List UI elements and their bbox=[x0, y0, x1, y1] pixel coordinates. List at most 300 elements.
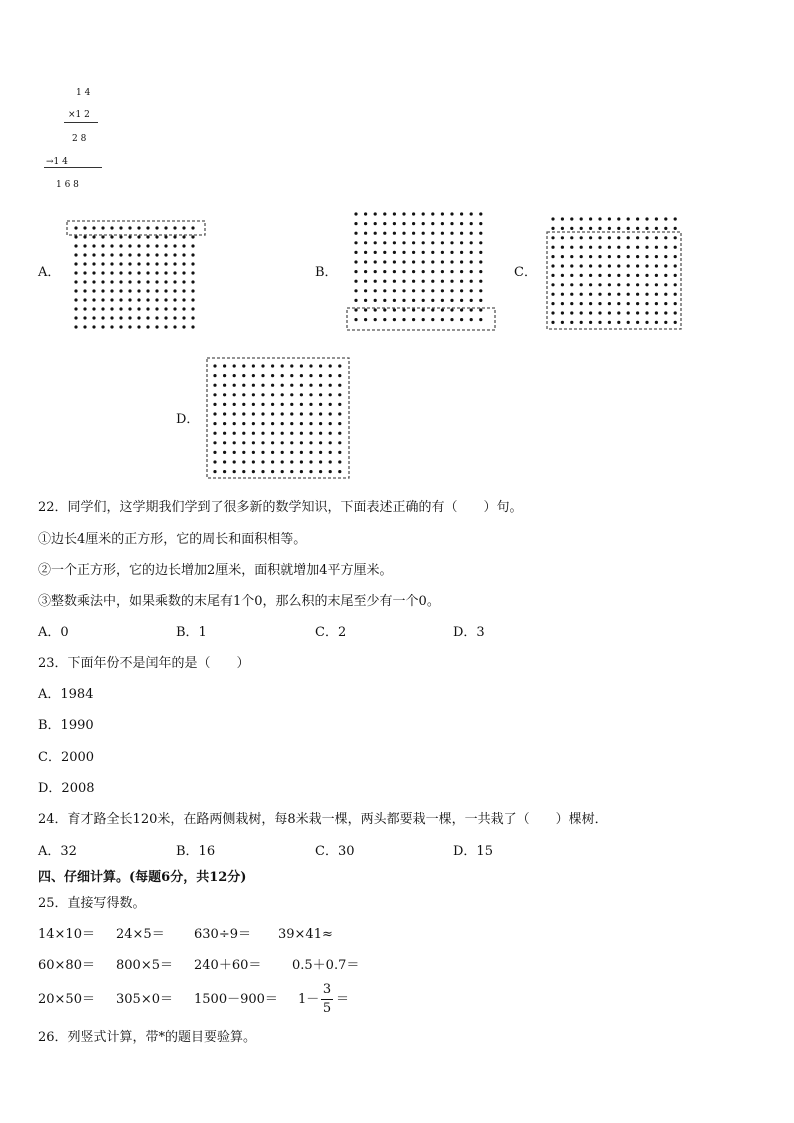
q25-r2-c2: 800×5＝ bbox=[116, 958, 173, 973]
grid-dot bbox=[74, 226, 77, 229]
grid-dot bbox=[338, 460, 341, 463]
grid-dot bbox=[354, 308, 357, 311]
grid-dot bbox=[674, 246, 677, 249]
grid-dot bbox=[422, 212, 425, 215]
grid-dot bbox=[589, 283, 592, 286]
grid-dot bbox=[74, 262, 77, 265]
grid-dot bbox=[479, 299, 482, 302]
grid-dot bbox=[354, 241, 357, 244]
grid-dot bbox=[164, 298, 167, 301]
q22-option-d[interactable]: D．3 bbox=[453, 625, 485, 640]
q25-r2-c1: 60×80＝ bbox=[38, 958, 95, 973]
grid-dot bbox=[561, 274, 564, 277]
q26-stem: 26．列竖式计算，带*的题目要验算。 bbox=[38, 1030, 257, 1045]
grid-dot bbox=[191, 280, 194, 283]
grid-dot bbox=[119, 298, 122, 301]
grid-dot bbox=[242, 460, 245, 463]
grid-dot bbox=[101, 289, 104, 292]
grid-dot bbox=[383, 241, 386, 244]
grid-dot bbox=[664, 264, 667, 267]
grid-dot bbox=[173, 316, 176, 319]
grid-dot bbox=[110, 325, 113, 328]
grid-dot bbox=[412, 222, 415, 225]
grid-dot bbox=[364, 222, 367, 225]
grid-dot bbox=[580, 255, 583, 258]
option-d-label[interactable]: D． bbox=[176, 412, 200, 427]
grid-dot bbox=[460, 212, 463, 215]
grid-dot bbox=[110, 235, 113, 238]
grid-dot bbox=[101, 235, 104, 238]
grid-dot bbox=[119, 289, 122, 292]
grid-dot bbox=[137, 235, 140, 238]
grid-dot bbox=[598, 293, 601, 296]
grid-dot bbox=[580, 246, 583, 249]
grid-dot bbox=[191, 226, 194, 229]
grid-dot bbox=[155, 235, 158, 238]
grid-dot bbox=[137, 280, 140, 283]
grid-dot bbox=[441, 251, 444, 254]
grid-dot bbox=[402, 280, 405, 283]
grid-dot bbox=[252, 393, 255, 396]
grid-dot bbox=[242, 364, 245, 367]
grid-dot bbox=[233, 451, 236, 454]
grid-dot bbox=[374, 241, 377, 244]
grid-dot bbox=[580, 293, 583, 296]
grid-dot bbox=[74, 244, 77, 247]
grid-dot bbox=[182, 253, 185, 256]
grid-dot bbox=[146, 271, 149, 274]
section-4-heading: 四、仔细计算。(每题6分，共12分) bbox=[38, 870, 247, 885]
q23-option-a[interactable]: A．1984 bbox=[38, 687, 94, 702]
grid-dot bbox=[479, 222, 482, 225]
option-c-dot-grid[interactable] bbox=[545, 213, 683, 332]
grid-dot bbox=[319, 470, 322, 473]
grid-dot bbox=[617, 227, 620, 230]
grid-dot bbox=[617, 274, 620, 277]
grid-dot bbox=[570, 302, 573, 305]
q24-option-c[interactable]: C．30 bbox=[315, 844, 355, 859]
grid-dot bbox=[309, 412, 312, 415]
grid-dot bbox=[101, 325, 104, 328]
grid-dot bbox=[146, 316, 149, 319]
grid-dot bbox=[74, 280, 77, 283]
grid-dot bbox=[213, 374, 216, 377]
grid-dot bbox=[645, 246, 648, 249]
grid-dot bbox=[223, 374, 226, 377]
grid-dot bbox=[281, 403, 284, 406]
grid-dot bbox=[608, 236, 611, 239]
grid-dot bbox=[155, 316, 158, 319]
grid-dot bbox=[252, 432, 255, 435]
q22-option-c[interactable]: C．2 bbox=[315, 625, 347, 640]
grid-dot bbox=[319, 412, 322, 415]
grid-dot bbox=[319, 432, 322, 435]
grid-dot bbox=[383, 212, 386, 215]
grid-dot bbox=[460, 241, 463, 244]
grid-dot bbox=[450, 260, 453, 263]
grid-dot bbox=[383, 308, 386, 311]
grid-dot bbox=[608, 311, 611, 314]
grid-dot bbox=[252, 403, 255, 406]
grid-dot bbox=[441, 222, 444, 225]
grid-dot bbox=[479, 270, 482, 273]
grid-dot bbox=[74, 316, 77, 319]
grid-dot bbox=[598, 217, 601, 220]
grid-dot bbox=[223, 451, 226, 454]
grid-dot bbox=[233, 403, 236, 406]
grid-dot bbox=[354, 280, 357, 283]
grid-dot bbox=[402, 289, 405, 292]
grid-dot bbox=[271, 470, 274, 473]
grid-dot bbox=[664, 293, 667, 296]
grid-dot bbox=[589, 246, 592, 249]
grid-dot bbox=[364, 280, 367, 283]
grid-dot bbox=[83, 316, 86, 319]
grid-dot bbox=[137, 244, 140, 247]
grid-dot bbox=[561, 255, 564, 258]
grid-dot bbox=[319, 374, 322, 377]
grid-dot bbox=[252, 460, 255, 463]
q22-statement-2: ②一个正方形，它的边长增加2厘米，面积就增加4平方厘米。 bbox=[38, 563, 393, 578]
grid-dot bbox=[128, 226, 131, 229]
grid-dot bbox=[364, 289, 367, 292]
q25-r3-c3: 1500－900＝ bbox=[194, 992, 278, 1007]
grid-dot bbox=[450, 308, 453, 311]
grid-dot bbox=[213, 422, 216, 425]
grid-dot bbox=[191, 289, 194, 292]
grid-dot bbox=[674, 274, 677, 277]
grid-dot bbox=[383, 232, 386, 235]
grid-dot bbox=[580, 311, 583, 314]
grid-dot bbox=[281, 422, 284, 425]
grid-dot bbox=[589, 236, 592, 239]
grid-dot bbox=[300, 432, 303, 435]
option-a-dot-grid[interactable] bbox=[66, 220, 208, 334]
grid-dot bbox=[281, 364, 284, 367]
grid-dot bbox=[300, 451, 303, 454]
grid-dot bbox=[338, 432, 341, 435]
grid-dot bbox=[627, 227, 630, 230]
fraction-suffix: ＝ bbox=[336, 992, 350, 1007]
grid-dot bbox=[137, 262, 140, 265]
grid-dot bbox=[561, 264, 564, 267]
q24-option-a[interactable]: A．32 bbox=[38, 844, 77, 859]
grid-dot bbox=[92, 316, 95, 319]
grid-dot bbox=[92, 307, 95, 310]
grid-dot bbox=[570, 283, 573, 286]
grid-dot bbox=[364, 270, 367, 273]
grid-dot bbox=[300, 393, 303, 396]
grid-dot bbox=[155, 325, 158, 328]
grid-dot bbox=[173, 307, 176, 310]
grid-dot bbox=[608, 302, 611, 305]
grid-dot bbox=[223, 412, 226, 415]
grid-dot bbox=[627, 246, 630, 249]
grid-dot bbox=[460, 251, 463, 254]
grid-dot bbox=[271, 412, 274, 415]
grid-dot bbox=[319, 393, 322, 396]
grid-dot bbox=[213, 384, 216, 387]
grid-dot bbox=[92, 226, 95, 229]
q23-option-d[interactable]: D．2008 bbox=[38, 781, 95, 796]
grid-dot bbox=[364, 299, 367, 302]
grid-dot bbox=[393, 241, 396, 244]
grid-dot bbox=[617, 236, 620, 239]
grid-dot bbox=[374, 260, 377, 263]
grid-dot bbox=[164, 262, 167, 265]
grid-dot bbox=[374, 251, 377, 254]
grid-dot bbox=[580, 236, 583, 239]
grid-dot bbox=[83, 253, 86, 256]
grid-dot bbox=[431, 241, 434, 244]
grid-dot bbox=[223, 460, 226, 463]
fraction-denominator: 5 bbox=[322, 1001, 332, 1016]
grid-dot bbox=[674, 321, 677, 324]
grid-dot bbox=[319, 441, 322, 444]
grid-dot bbox=[655, 227, 658, 230]
grid-dot bbox=[580, 321, 583, 324]
grid-dot bbox=[479, 318, 482, 321]
grid-dot bbox=[393, 270, 396, 273]
grid-dot bbox=[636, 246, 639, 249]
grid-dot bbox=[551, 264, 554, 267]
grid-dot bbox=[319, 403, 322, 406]
grid-dot bbox=[281, 412, 284, 415]
grid-dot bbox=[101, 226, 104, 229]
grid-dot bbox=[290, 460, 293, 463]
grid-dot bbox=[636, 283, 639, 286]
grid-dot bbox=[412, 270, 415, 273]
grid-dot bbox=[252, 384, 255, 387]
grid-dot bbox=[470, 241, 473, 244]
grid-dot bbox=[128, 271, 131, 274]
grid-dot bbox=[627, 293, 630, 296]
grid-dot bbox=[551, 283, 554, 286]
grid-dot bbox=[580, 227, 583, 230]
grid-dot bbox=[354, 260, 357, 263]
grid-dot bbox=[213, 432, 216, 435]
grid-dot bbox=[374, 299, 377, 302]
grid-dot bbox=[589, 264, 592, 267]
grid-dot bbox=[374, 222, 377, 225]
grid-dot bbox=[173, 280, 176, 283]
grid-dot bbox=[431, 308, 434, 311]
grid-dot bbox=[101, 280, 104, 283]
q23-option-c[interactable]: C．2000 bbox=[38, 750, 95, 765]
grid-dot bbox=[383, 299, 386, 302]
grid-dot bbox=[173, 226, 176, 229]
grid-dot bbox=[110, 280, 113, 283]
q24-option-d[interactable]: D．15 bbox=[453, 844, 493, 859]
grid-dot bbox=[261, 460, 264, 463]
grid-dot bbox=[128, 244, 131, 247]
grid-dot bbox=[74, 325, 77, 328]
grid-dot bbox=[479, 289, 482, 292]
grid-dot bbox=[164, 226, 167, 229]
grid-dot bbox=[137, 271, 140, 274]
option-c-label[interactable]: C． bbox=[514, 265, 537, 280]
calc-row-3: 2 8 bbox=[72, 134, 87, 144]
option-b-dot-grid[interactable] bbox=[344, 208, 498, 334]
grid-dot bbox=[354, 318, 357, 321]
grid-dot bbox=[431, 270, 434, 273]
grid-dot bbox=[598, 255, 601, 258]
q22-option-b[interactable]: B．1 bbox=[176, 625, 207, 640]
grid-dot bbox=[281, 470, 284, 473]
grid-dot bbox=[146, 253, 149, 256]
grid-dot bbox=[83, 271, 86, 274]
grid-dot bbox=[645, 255, 648, 258]
grid-dot bbox=[223, 441, 226, 444]
grid-dot bbox=[674, 217, 677, 220]
grid-dot bbox=[645, 227, 648, 230]
grid-dot bbox=[319, 451, 322, 454]
grid-dot bbox=[627, 217, 630, 220]
grid-dot bbox=[393, 299, 396, 302]
grid-dot bbox=[213, 412, 216, 415]
grid-dot bbox=[300, 412, 303, 415]
grid-dot bbox=[110, 271, 113, 274]
grid-dot bbox=[589, 227, 592, 230]
grid-dot bbox=[92, 289, 95, 292]
grid-dot bbox=[422, 260, 425, 263]
grid-dot bbox=[300, 460, 303, 463]
q22-option-a[interactable]: A．0 bbox=[38, 625, 69, 640]
q25-r1-c3: 630÷9＝ bbox=[194, 927, 251, 942]
grid-dot bbox=[627, 302, 630, 305]
grid-dot bbox=[441, 280, 444, 283]
grid-dot bbox=[119, 253, 122, 256]
grid-dot bbox=[645, 236, 648, 239]
grid-dot bbox=[412, 289, 415, 292]
fraction-numerator: 3 bbox=[322, 982, 332, 997]
grid-dot bbox=[580, 264, 583, 267]
grid-dot bbox=[329, 470, 332, 473]
grid-dot bbox=[431, 299, 434, 302]
grid-dot bbox=[364, 260, 367, 263]
grid-dot bbox=[551, 255, 554, 258]
grid-dot bbox=[182, 316, 185, 319]
grid-dot bbox=[431, 260, 434, 263]
grid-dot bbox=[580, 283, 583, 286]
grid-dot bbox=[570, 264, 573, 267]
grid-dot bbox=[281, 441, 284, 444]
grid-dot bbox=[290, 384, 293, 387]
grid-dot bbox=[402, 270, 405, 273]
grid-dot bbox=[261, 441, 264, 444]
grid-dot bbox=[354, 251, 357, 254]
grid-dot bbox=[561, 283, 564, 286]
grid-dot bbox=[674, 255, 677, 258]
grid-dot bbox=[627, 274, 630, 277]
grid-dot bbox=[182, 280, 185, 283]
grid-dot bbox=[608, 255, 611, 258]
grid-dot bbox=[309, 470, 312, 473]
grid-dot bbox=[589, 217, 592, 220]
grid-dot bbox=[402, 251, 405, 254]
grid-dot bbox=[290, 470, 293, 473]
grid-dot bbox=[383, 318, 386, 321]
grid-dot bbox=[128, 325, 131, 328]
grid-dot bbox=[74, 253, 77, 256]
grid-dot bbox=[664, 227, 667, 230]
grid-dot bbox=[309, 441, 312, 444]
grid-dot bbox=[213, 460, 216, 463]
grid-dot bbox=[551, 246, 554, 249]
grid-dot bbox=[450, 241, 453, 244]
grid-dot bbox=[412, 232, 415, 235]
grid-dot bbox=[290, 441, 293, 444]
grid-dot bbox=[364, 318, 367, 321]
grid-dot bbox=[281, 460, 284, 463]
grid-dot bbox=[242, 384, 245, 387]
grid-dot bbox=[441, 241, 444, 244]
grid-dot bbox=[580, 217, 583, 220]
grid-dot bbox=[173, 298, 176, 301]
grid-dot bbox=[261, 422, 264, 425]
grid-dot bbox=[551, 302, 554, 305]
q23-stem: 23．下面年份不是闰年的是（ ） bbox=[38, 656, 250, 671]
grid-dot bbox=[119, 271, 122, 274]
grid-dot bbox=[655, 293, 658, 296]
option-d-dot-grid[interactable] bbox=[205, 356, 351, 480]
grid-dot bbox=[431, 212, 434, 215]
grid-dot bbox=[309, 384, 312, 387]
grid-dot bbox=[182, 325, 185, 328]
grid-dot bbox=[374, 270, 377, 273]
grid-dot bbox=[233, 412, 236, 415]
option-b-label[interactable]: B． bbox=[315, 265, 338, 280]
grid-dot bbox=[655, 264, 658, 267]
grid-dot bbox=[338, 384, 341, 387]
grid-dot bbox=[561, 293, 564, 296]
grid-dot bbox=[431, 318, 434, 321]
grid-dot bbox=[155, 262, 158, 265]
option-a-label[interactable]: A． bbox=[38, 265, 61, 280]
grid-dot bbox=[402, 241, 405, 244]
grid-dot bbox=[431, 222, 434, 225]
grid-dot bbox=[101, 316, 104, 319]
grid-dot bbox=[598, 274, 601, 277]
grid-dot bbox=[223, 432, 226, 435]
grid-dot bbox=[422, 308, 425, 311]
q24-option-b[interactable]: B．16 bbox=[176, 844, 216, 859]
grid-dot bbox=[261, 393, 264, 396]
grid-dot bbox=[83, 325, 86, 328]
grid-dot bbox=[119, 325, 122, 328]
q23-option-b[interactable]: B．1990 bbox=[38, 718, 94, 733]
grid-dot bbox=[146, 244, 149, 247]
grid-dot bbox=[173, 262, 176, 265]
grid-dot bbox=[460, 270, 463, 273]
grid-dot bbox=[645, 293, 648, 296]
grid-dot bbox=[570, 293, 573, 296]
grid-dot bbox=[664, 246, 667, 249]
grid-dot bbox=[460, 222, 463, 225]
grid-dot bbox=[589, 255, 592, 258]
q22-statement-3: ③整数乘法中，如果乘数的末尾有1个0，那么积的末尾至少有一个0。 bbox=[38, 594, 440, 609]
grid-dot bbox=[598, 283, 601, 286]
grid-dot bbox=[233, 470, 236, 473]
grid-dot bbox=[252, 470, 255, 473]
grid-dot bbox=[83, 280, 86, 283]
grid-dot bbox=[155, 253, 158, 256]
grid-dot bbox=[374, 289, 377, 292]
grid-dot bbox=[182, 307, 185, 310]
grid-dot bbox=[83, 235, 86, 238]
grid-dot bbox=[402, 232, 405, 235]
grid-dot bbox=[645, 264, 648, 267]
